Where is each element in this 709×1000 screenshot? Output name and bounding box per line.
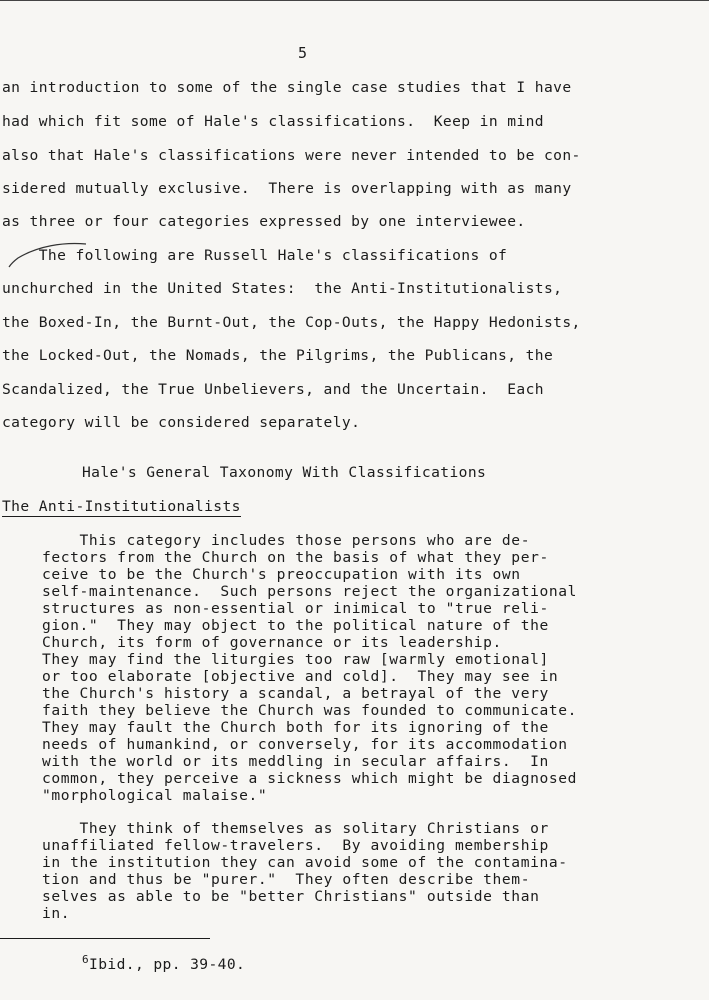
quote-line: with the world or its meddling in secular affairs. In: [42, 753, 549, 770]
list-line: Scandalized, the True Unbelievers, and the Uncertain. Each: [2, 381, 544, 398]
quote-line: needs of humankind, or conversely, for its accommodation: [42, 736, 568, 753]
quote-line: gion." They may object to the political nature of the: [42, 617, 549, 634]
subheading: The Anti-Institutionalists: [2, 498, 241, 515]
quote-line: common, they perceive a sickness which might be diagnosed: [42, 770, 578, 787]
intro-line: also that Hale's classifications were never intended to be con-: [2, 147, 581, 164]
intro-line: as three or four categories expressed by one interviewee.: [2, 213, 526, 230]
quote-line: This category includes those persons who are de-: [42, 532, 531, 549]
section-heading: Hale's General Taxonomy With Classifications: [82, 464, 487, 481]
intro-line: an introduction to some of the single case studies that I have: [2, 79, 572, 96]
page-number: 5: [298, 44, 308, 62]
list-line: category will be considered separately.: [2, 414, 361, 431]
quote-line: fectors from the Church on the basis of what they per-: [42, 549, 549, 566]
quote-line: "morphological malaise.": [42, 787, 268, 804]
footnote-marker: 6: [82, 953, 90, 966]
quote-line: in the institution they can avoid some of the contamina-: [42, 854, 568, 871]
quote-line: structures as non-essential or inimical to "true reli-: [42, 600, 549, 617]
top-edge-line: [0, 0, 709, 1]
quote-line: self-maintenance. Such persons reject the organizational: [42, 583, 578, 600]
quote-line: selves as able to be "better Christians" outside than: [42, 888, 540, 905]
list-line: The following are Russell Hale's classifications of: [2, 247, 508, 264]
quote-line: tion and thus be "purer." They often describe them-: [42, 871, 531, 888]
quote-line: in.: [42, 905, 71, 922]
intro-line: sidered mutually exclusive. There is overlapping with as many: [2, 180, 572, 197]
list-line: unchurched in the United States: the Anti-Institutionalists,: [2, 280, 563, 297]
quote-line: ceive to be the Church's preoccupation with its own: [42, 566, 521, 583]
footnote-rule: [0, 938, 210, 939]
intro-line: had which fit some of Hale's classifications. Keep in mind: [2, 113, 544, 130]
footnote: [82, 953, 245, 973]
quote-line: or too elaborate [objective and cold]. They may see in: [42, 668, 559, 685]
list-line: the Boxed-In, the Burnt-Out, the Cop-Outs, the Happy Hedonists,: [2, 314, 581, 331]
quote-line: faith they believe the Church was founded to communicate.: [42, 702, 578, 719]
quote-line: They may find the liturgies too raw [warmly emotional]: [42, 651, 549, 668]
quote-line: They may fault the Church both for its ignoring of the: [42, 719, 549, 736]
list-line: the Locked-Out, the Nomads, the Pilgrims, the Publicans, the: [2, 347, 554, 364]
quote-line: Church, its form of governance or its leadership.: [42, 634, 502, 651]
quote-line: unaffiliated fellow-travelers. By avoiding membership: [42, 837, 549, 854]
quote-line: They think of themselves as solitary Christians or: [42, 820, 549, 837]
footnote-text: Ibid., pp. 39-40.: [89, 956, 246, 973]
quote-line: the Church's history a scandal, a betrayal of the very: [42, 685, 549, 702]
